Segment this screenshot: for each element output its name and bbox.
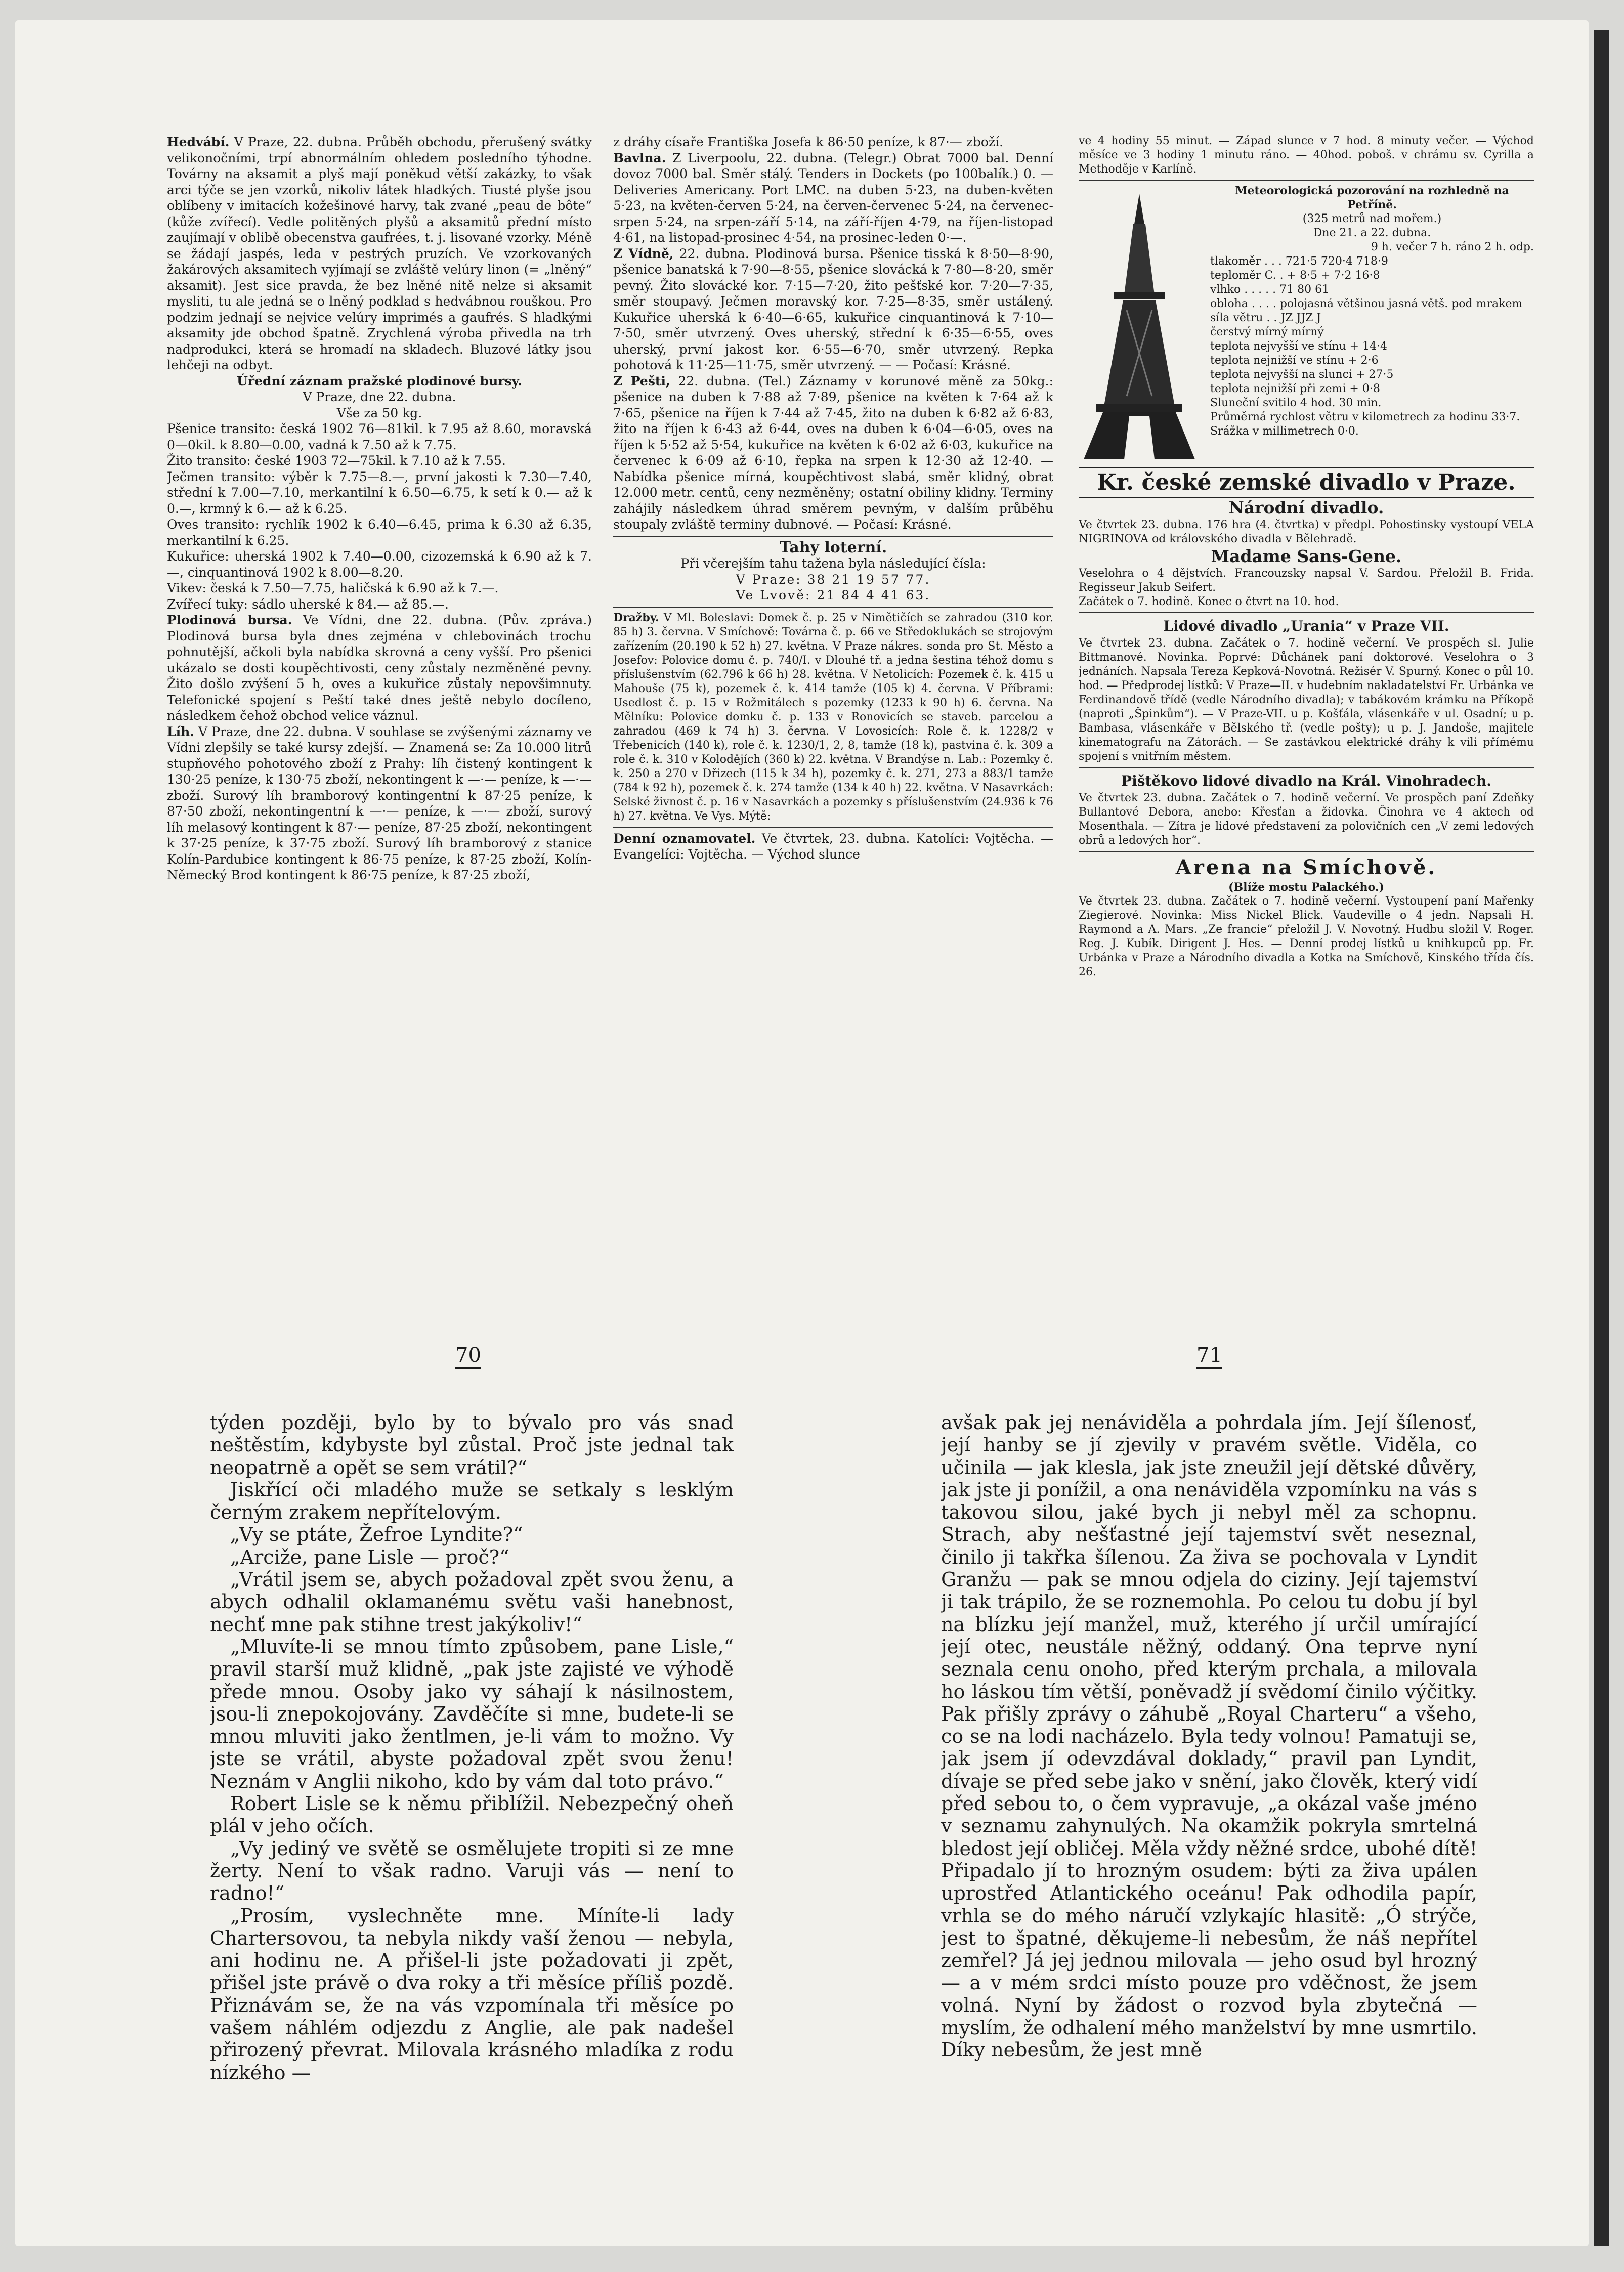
prague-exchange-unit: Vše za 50 kg.	[336, 405, 422, 420]
page-number-left: 70	[455, 1344, 481, 1367]
weather-row: Průměrná rychlost větru v kilometrech za hodinu 33·7.	[1210, 411, 1520, 423]
urania-title: Lidové divadlo „Urania“ v Praze VII.	[1163, 618, 1449, 634]
divider	[613, 827, 1053, 828]
national-theatre-title: Národní divadlo.	[1228, 498, 1384, 518]
weather-row: teplota nejvyšší ve stínu + 14·4	[1210, 340, 1388, 353]
auctions-text: V Ml. Boleslavi: Domek č. p. 25 v Nimětičích se zahradou (310 kor. 85 h) 3. června. V Smíchově: Továrna č. p. 66 ve Středoklukách se strojovým zařízením (20.190 k 52 h) 27. května. V Praze nákres. sonda pro St. Město a Josefov: Polovice domu č. p. 740/I. v Dlouhé tř. a jedna šestina téhož domu s příslušenstvím (62.796 k 66 h) 28. května. V Netolicích: Pozemek č. k. 415 u Mahouše (75 k), pozemek č. k. 414 tamže (105 k) 4. června. V Příbrami: Usedlost č. p. 15 v Rožmitálech s pozemky (1233 k 90 h) 6. června. Na Mělníku: Polovice domku č. p. 133 v Ronovicích se staveb. parcelou a zahradou (469 k 74 h) 3. června. V Lovosicích: Role č. k. 1228/2 v Třebenicích (140 k), role č. k. 1230/1, 2, 8, tamže (18 k), pastvina č. k. 309 a role č. k. 310 v Kolodějích (360 k) 22. května. V Brandýse n. Lab.: Pozemky č. k. 250 a 270 v Dřizech (115 k 34 h), pozemky č. k. 271, 273 a 883/1 tamže (784 k 92 h), pozemek č. k. 274 tamže (134 k 40 h) 22. května. V Nasavrkách: Selské živnost č. p. 16 v Nasavrkách a pozemky s příslušenstvím (24.936 k 76 h) 27. května. Ve Vys. Mýtě:	[613, 611, 1053, 823]
arena-text: Ve čtvrtek 23. dubna. Začátek o 7. hodině večerní. Vystoupení paní Mařenky Ziegierové. Novinka: Miss Nickel Blick. Vaudeville o 4 jedn. Napsali H. Raymond a A. Mars. „Ze francie“ přeložil J. V. Novotný. Hudbu složil V. Roger. Reg. J. Kubík. Dirigent J. Hes. — Denní prodej lístků u knihkupců pp. Fr. Urbánka v Praze a Národního divadla a Kotka na Smíchově, Kinského třída čís. 26.	[1079, 895, 1534, 978]
vienna-report	[613, 246, 1053, 373]
weather-altitude: (325 metrů nad mořem.)	[1302, 212, 1442, 225]
prague-exchange-date: V Praze, dne 22. dubna.	[303, 390, 456, 404]
madame-time: Začátek o 7. hodině. Konec o čtvrt na 10. hod.	[1079, 595, 1339, 608]
corn-prices: Kukuřice: uherská 1902 k 7.40—0.00, cizozemská k 6.90 až k 7.—, cinquantinová 1902 k 8.00—8.20.	[167, 549, 592, 580]
silk-text: V Praze, 22. dubna. Průběh obchodu, přerušený svátky velikonočními, trpí abnormálním ohledem posledního týhodne. Továrny na aksamit a plyš mají poněkud větší zakázky, to však arci týče se jen vzorků, nikoliv látek hladkých. Tiusté plyše jsou oblíbeny v imitacích kožešinové harvy, tak zvané „peau de bôte“ (kůže zvířecí). Vedle politěných plyšů a aksamitů přední místo zaujímají v oblibě obecenstva gaufrées, t. j. lisované vzorky. Méně se žádají jaspés, leda v pestrých pruzích. Ve vzorkovaných žakárových aksamitech vyjímají se zvláště velúry linon (= „lněný“ aksamit). Jest sice pravda, že bez lněné nitě nelze si aksamit mysliti, tu ale jedná se o lněný podklad s hedvábnou rouškou. Pro podzim jednají se nejvice velúry imprimés a gaufrés. S hladkými aksamity jde obchod špatně. Zrychlená výroba přivedla na trh nadprodukci, která se hromadí na skladech. Bluzové látky jsou lehčeji na odbyt.	[167, 135, 592, 372]
cotton-report	[613, 150, 1053, 246]
column-commodities	[613, 134, 1053, 1202]
divider	[613, 536, 1053, 537]
spirits-text: V Praze, dne 22. dubna. V souhlase se zvýšenými záznamy ve Vídni zlepšily se také kursy zdejší. — Znamená se: Za 10.000 litrů stupňového pohotového zboží z Prahy: líh čistený kontingent k 130·25 peníze, k 130·75 zboží, nekontingent k —·— peníze, k —·— zboží. Surový líh bramborový kontingentní k 87·25 peníze, k 87·50 zboží, nekontingentní k —·— peníze, k —·— zboží, surový líh melasový kontingent k 87·— peníze, 87·25 zboží, nekontingent k 37·25 peníze, k 37·75 zboží. Surový líh bramborový z stanice Kolín-Pardubice kontingent k 86·75 peníze, k 87·25 zboží, Kolín-Německý Brod kontingent k 86·75 peníze, k 87·25 zboží,	[167, 724, 592, 882]
novel-paragraph: „Vrátil jsem se, abych požadoval zpět svou ženu, a abych odhalil oklamanému světu vaši hanebnost, nechť mne pak stihne trest jakýkoliv!“	[210, 1568, 734, 1636]
weather-row: teplota nejvyšší na slunci + 27·5	[1210, 368, 1394, 381]
vienna-exchange	[167, 612, 592, 724]
novel-paragraph: „Vy se ptáte, Žefroe Lyndite?“	[230, 1523, 523, 1546]
weather-date: Dne 21. a 22. dubna.	[1313, 227, 1431, 239]
lottery-prague: V Praze: 38 21 19 57 77.	[736, 572, 931, 587]
novel-paragraph: Robert Lisle se k němu přiblížil. Nebezpečný oheň plál v jeho očích.	[210, 1792, 734, 1837]
novel-paragraph: „Arciže, pane Lisle — proč?“	[230, 1546, 509, 1568]
divider	[1079, 767, 1534, 768]
madame-text: Veselohra o 4 dějstvích. Francouzsky napsal V. Sardou. Přeložil B. Frida. Regisseur Jakub Seifert.	[1079, 567, 1534, 594]
lottery-subtitle: Při včerejším tahu tažena byla následující čísla:	[680, 556, 986, 571]
silk-heading: Hedvábí.	[167, 135, 230, 149]
novel-paragraph: Jiskřící oči mladého muže se setkaly s lesklým černým zrakem nepřítelovým.	[210, 1478, 734, 1524]
novel-paragraph: „Mluvíte-li se mnou tímto způsobem, pane Lisle,“ pravil starší muž klidně, „pak jste zajisté ve výhodě přede mnou. Osoby jako vy sáhají k násilnostem, jsou-li znepokojovány. Zavděčíte si mne, budete-li se mnou mluviti jako žentlmen, je-li vám to možno. Vy jste se vrátil, abyste požadoval zpět svou ženu! Neznám v Anglii nikoho, kdo by vám dal toto právo.“	[210, 1635, 734, 1792]
vienna-exchange-text: Ve Vídni, dne 22. dubna. (Pův. zpráva.) Plodinová bursa byla dnes zejména v chlebovinách trochu pohnutější, ačkoli byla nabídka skrovná a ceny vyšší. Pro pšenici ukázalo se dosti koupěchtivosti, ceny zůstaly nezměněné pevny. Žito došlo zvýšení 5 h, oves a kukuřice zůstaly nepovšimnuty. Telefonické spojení s Peští také dnes ještě nebylo docíleno, následkem čehož obchod velice váznul.	[167, 613, 592, 723]
pest-report	[613, 373, 1053, 533]
oats-transit: Oves transito: rychlík 1902 k 6.40—6.45, prima k 6.30 až 6.35, merkantilní k 6.25.	[167, 517, 592, 548]
weather-row: obloha . . . . polojasná většinou jasná větš. pod mrakem	[1210, 297, 1523, 310]
weather-row: teplota nejnižší ve stínu + 2·6	[1210, 354, 1379, 367]
petrin-tower-icon	[1079, 194, 1200, 462]
pest-text: 22. dubna. (Tel.) Záznamy v korunové měně za 50kg.: pšenice na duben k 7·88 až 7·89, pšenice na květen k 7·64 až k 7·65, pšenice na říjen k 7·44 až 7·45, žito na duben k 6·82 až 6·83, žito na říjen k 6·43 až 6·44, oves na duben k 6·04—6·05, oves na říjen k 5·52 až 5·54, kukuřice na květen k 6·02 až 6·03, kukuřice na červenec k 6·09 až 6·10, řepka na srpen k 12·30 až 12·40. — Nabídka pšenice mírná, koupěchtivost slabá, směr klidný, obrat 12.000 metr. centů, ceny nezměněny; ostatní obiliny klidny. Terminy zahájily následkem úhrad směrem pevným, v dalším průběhu stoupaly zvláště terminy dubnové. — Počasí: Krásné.	[613, 373, 1053, 532]
novel-paragraph: „Prosím, vyslechněte mne. Míníte-li lady Chartersovou, ta nebyla nikdy vaší ženou — nebyla, ani hodinu ne. A přišel-li jste požadovati ji zpět, přišel jste právě o dva roky a tři měsíce příliš pozdě. Přiznávám se, že na vás vzpomínala tři měsíce po vašem náhlém odjezdu z Anglie, ale pak nadešel přirozený převrat. Milovala krásného mladíka z rodu nízkého —	[210, 1904, 734, 2084]
page-edge-shadow	[1594, 30, 1609, 2246]
novel-paragraph: avšak pak jej nenáviděla a pohrdala jím. Její šílenosť, její hanby se jí zjevily v pravém světle. Viděla, co učinila — jak klesla, jak jste zneužil její dětské důvěry, jak jste ji ponížil, a ona nenáviděla vzpomínku na vás s takovou silou, jaké bych ji nebyl měl za schopnu. Strach, aby nešťastné její tajemství svět neseznal, činilo ji takřka šílenou. Za živa se pochovala v Lyndit Granžu — pak se mnou odjela do ciziny. Její tajemství ji tak trápilo, že se roznemohla. Po celou tu dobu jí byl na blízku její manžel, muž, kterého jí určil umírající její otec, neustále něžný, oddaný. Ona teprve nyní seznala cenu onoho, před kterým prchala, a milovala ho láskou tím větší, poněvadž jí svědomí činilo výčitky. Pak přišly zprávy o záhubě „Royal Charteru“ a všeho, co se na lodi nacházelo. Byla tedy volnou! Pamatuji se, jak jsem jí odevzdával doklady,“ pravil pan Lyndit, dívaje se před sebe jako v snění, jako člověk, který vidí před sebou to, o čem vypravuje, „a okázal vaše jméno v seznamu zahynulých. Na okamžik pokryla smrtelná bledost její obličej. Měla vždy něžné srdce, ubohé dítě! Připadalo jí to hrozným osudem: býti za živa upálen uprostřed Atlantického oceánu! Pak odhodila papír, vrhla se do mého náručí vzlykajíc hlasitě: „Ó strýče, jest to špatné, děkujeme-li nebesům, že náš nepřítel zemřel? Já jej jednou milovala — jeho osud byl hrozný — a v mém srdci místo pouze pro vděčnost, že jsem volná. Nyní by žádost o rozvod byla zbytečná — myslím, že odhalení mého manželství by mne usmrtilo. Díky nebesům, že jest mně	[941, 1411, 1477, 2062]
divider	[613, 607, 1053, 608]
weather-row: vlhko . . . . . 71 80 61	[1210, 283, 1330, 296]
pistek-theatre-text: Ve čtvrtek 23. dubna. Začátek o 7. hodině večerní. Ve prospěch paní Zdeňky Bullantové Debora, anebo: Křesťan a židovka. Činohra ve 4 aktech od Mosenthala. — Zítra je lidové představení za polovičních cen „V zemi ledových obrů a ledových hor“.	[1079, 792, 1534, 847]
pest-heading: Z Pešti,	[613, 373, 670, 389]
spirits-report	[167, 724, 592, 883]
vienna-exchange-heading: Plodinová bursa.	[167, 613, 292, 627]
animal-fats: Zvířecí tuky: sádlo uherské k 84.— až 85.—.	[167, 596, 449, 612]
daily-notice-text: Ve čtvrtek, 23. dubna. Katolíci: Vojtěcha. — Evangelíci: Vojtěcha. — Východ slunce	[613, 831, 1053, 862]
novel-paragraph: týden později, bylo by to bývalo pro vás snad neštěstím, kdybyste byl zůstal. Proč jste jednal tak neopatrně a opět se sem vrátil?“	[210, 1411, 734, 1479]
urania-text: Ve čtvrtek 23. dubna. Začátek o 7. hodině večerní. Ve prospěch sl. Julie Bittmanové. Novinka. Poprvé: Důchánek paní doktorové. Veselohra o 3 jednáních. Napsala Tereza Kepková-Novotná. Režisér V. Spurný. Konec o půl 10. hod. — Předprodej lístků: V Praze—II. v hudebním nakladatelství Fr. Urbánka ve Ferdinandově třídě (vedle Národního divadla); v tabákovém krámku na Příkopě (naproti „Špinkům“). — V Praze-VII. u p. Košťála, vlásenkáře v ul. Osadní; u p. Bambasa, vlásenkáře v Bělského tř. (vedle pošty); u p. J. Jandoše, majitele kinematografu na Zátorách. — Se zastávkou elektrické dráhy k vili přímému spojení s vnitřním městem.	[1079, 637, 1534, 763]
vetch-prices: Vikev: česká k 7.50—7.75, haličská k 6.90 až k 7.—.	[167, 581, 499, 595]
lottery-lvov: Ve Lvově: 21 84 4 41 63.	[736, 588, 931, 603]
prague-exchange-heading: Úřední záznam pražské plodinové bursy.	[237, 373, 522, 389]
arena-title: Arena na Smíchově.	[1175, 855, 1437, 879]
weather-row: Sluneční svitilo 4 hod. 30 min.	[1210, 397, 1382, 409]
novel-page-right	[941, 1411, 1477, 2115]
pistek-theatre-title: Pištěkovo lidové divadlo na Král. Vinohradech.	[1121, 773, 1491, 789]
cotton-heading: Bavlna.	[613, 150, 666, 165]
lottery-heading: Tahy loterní.	[779, 538, 887, 556]
rye-transit: Žito transito: české 1903 72—75kil. k 7.10 až k 7.55.	[167, 453, 506, 468]
novel-paragraph: „Vy jediný ve světě se osmělujete tropiti si ze mne žerty. Není to však radno. Varuji vás — není to radno!“	[210, 1837, 734, 1905]
vienna-text: 22. dubna. Plodinová bursa. Pšenice tisská k 8·50—8·90, pšenice banatská k 7·90—8·55, pšenice slovácká k 7·80—8·20, směr pevný. Žito slovácké kor. 7·15—7·20, žito pešťské kor. 7·20—7·35, směr stoupavý. Ječmen moravský kor. 7·25—8·35, směr ustálený. Kukuřice uherská k 6·40—6·65, kukuřice cinquantinová k 7·10—7·50, směr utvrzený. Oves uherský, střední k 6·35—6·55, oves uherský, první jakost kor. 6·55—6·70, směr utvrzený. Repka pohotová k 11·25—11·75, směr utvrzený. — — Počasí: Krásné.	[613, 246, 1053, 372]
weather-row: tlakoměr . . . 721·5 720·4 718·9	[1210, 255, 1388, 268]
spirits-heading: Líh.	[167, 724, 194, 739]
weather-row: teplota nejnižší při zemi + 0·8	[1210, 382, 1380, 395]
wheat-transit: Pšenice transito: česká 1902 76—81kil. k 7.95 až 8.60, moravská 0—0kil. k 8.80—0.00, vadná k 7.50 až k 7.75.	[167, 421, 592, 452]
auctions-heading: Dražby.	[613, 611, 659, 624]
column-weather-theatre	[1079, 134, 1534, 1202]
theatre-banner: Kr. české zemské divadlo v Praze.	[1079, 467, 1534, 498]
page-number-right: 71	[1196, 1344, 1222, 1367]
weather-columns-header: 9 h. večer 7 h. ráno 2 h. odp.	[1371, 241, 1534, 253]
weather-observations	[1079, 184, 1534, 467]
national-theatre-text: Ve čtvrtek 23. dubna. 176 hra (4. čtvrtka) v předpl. Pohostinsky vystoupí VELA NIGRINOVA od královského divadla v Bělehradě.	[1079, 519, 1534, 545]
auctions	[613, 611, 1053, 824]
arena-subtitle: (Blíže mostu Palackého.)	[1228, 881, 1384, 894]
column-market-reports	[167, 134, 592, 1202]
silk-report	[167, 134, 592, 373]
novel-page-left	[210, 1411, 734, 2115]
daily-notice-heading: Denní oznamovatel.	[613, 831, 756, 846]
weather-row: Srážka v millimetrech 0·0.	[1210, 425, 1359, 438]
barley-transit: Ječmen transito: výběr k 7.75—8.—, první jakosti k 7.30—7.40, střední k 7.00—7.10, merkantilní k 6.50—6.75, k setí k 0.— až k 0.—, krmný k 6.— až k 6.25.	[167, 469, 592, 516]
divider	[1079, 612, 1534, 613]
weather-title: Meteorologická pozorování na rozhledně na Petříně.	[1235, 184, 1509, 211]
weather-row: teploměr C. . + 8·5 + 7·2 16·8	[1210, 269, 1380, 282]
madame-title: Madame Sans-Gene.	[1211, 546, 1402, 566]
vienna-heading: Z Vídně,	[613, 246, 674, 261]
weather-row: čerstvý mírný mírný	[1210, 326, 1324, 338]
sun-moon-times: ve 4 hodiny 55 minut. — Západ slunce v 7 hod. 8 minuty večer. — Východ měsíce ve 3 hodiny 1 minutu ráno. — 40hod. poboš. v chrámu sv. Cyrilla a Methoděje v Karlíně.	[1079, 135, 1534, 176]
divider	[1079, 180, 1534, 181]
spirits-continued: z dráhy císaře Františka Josefa k 86·50 peníze, k 87·— zboží.	[613, 135, 1004, 149]
cotton-text: Z Liverpoolu, 22. dubna. (Telegr.) Obrat 7000 bal. Denní dovoz 7000 bal. Směr stálý. Tenders in Dockets (po 100balík.) 0. — Deliveries Americany. Port LMC. na duben 5·23, na duben-květen 5·23, na květen-červen 5·24, na červen-červenec 5·24, na červenec-srpen 5·24, na srpen-září 5·14, na září-říjen 4·79, na říjen-listopad 4·61, na listopad-prosinec 4·54, na prosinec-leden 0·—.	[613, 150, 1053, 245]
daily-notice	[613, 831, 1053, 863]
weather-row: síla větru . . JZ JJZ J	[1210, 312, 1321, 324]
divider	[1079, 851, 1534, 852]
